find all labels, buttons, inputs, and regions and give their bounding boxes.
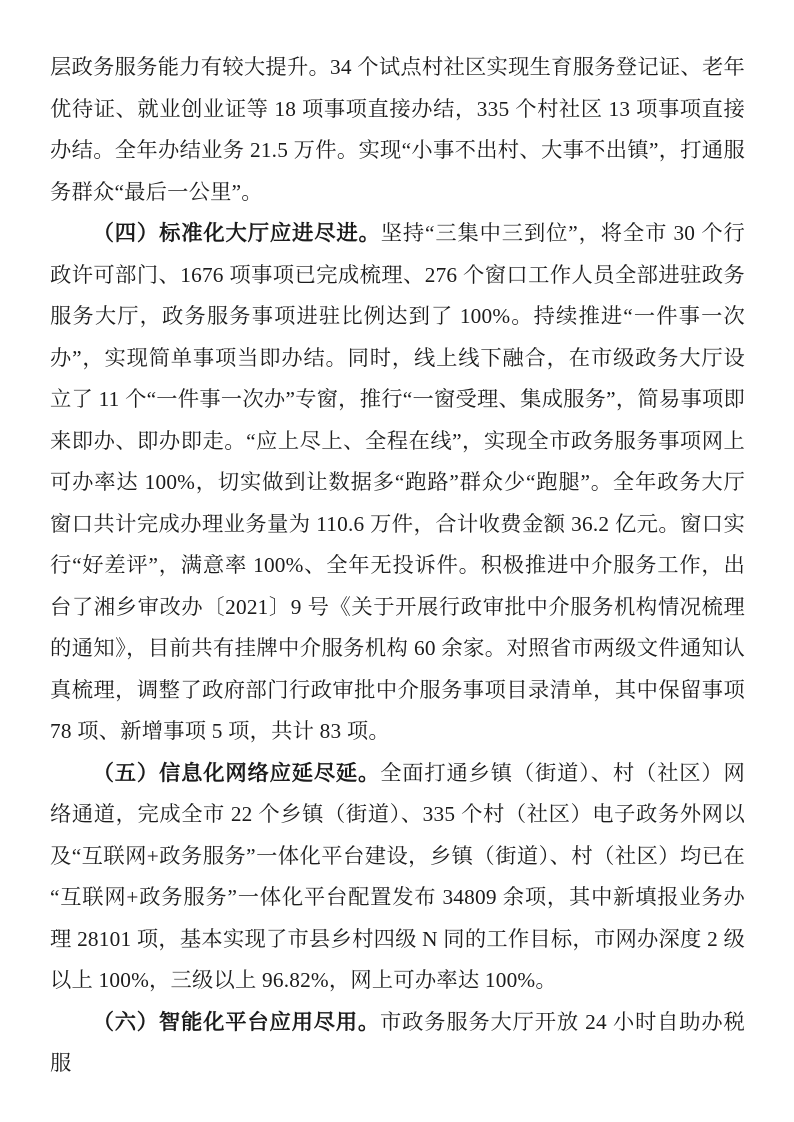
paragraph-section-5	[50, 753, 745, 1002]
paragraph-text: 层政务服务能力有较大提升。34 个试点村社区实现生育服务登记证、老年优待证、就业创业证等 18 项事项直接办结，335 个村社区 13 项事项直接办结。全年办结业务 21.5 万件。实现“小事不出村、大事不出镇”，打通服务群众“最后一公里”。	[50, 55, 745, 204]
section-heading-4: （四）标准化大厅应进尽进。	[92, 221, 381, 245]
paragraph-text: 全面打通乡镇（街道）、村（社区）网络通道，完成全市 22 个乡镇（街道）、335 个村（社区）电子政务外网以及“互联网+政务服务”一体化平台建设，乡镇（街道）、村（社区）均已在“互联网+政务服务”一体化平台配置发布 34809 余项，其中新填报业务办理 28101 项，基本实现了市县乡村四级 N 同的工作目标，市网办深度 2 级以上 100%，三级以上 96.82%，网上可办率达 100%。	[50, 760, 745, 992]
paragraph-section-4	[50, 213, 745, 753]
paragraph-text: 市政务服务大厅开放 24 小时自助办税服	[50, 1009, 746, 1075]
document-body-text	[50, 47, 745, 1085]
paragraph-text: 坚持“三集中三到位”，将全市 30 个行政许可部门、1676 项事项已完成梳理、276 个窗口工作人员全部进驻政务服务大厅，政务服务事项进驻比例达到了 100%。持续推进“一件事一次办”，实现简单事项当即办结。同时，线上线下融合，在市级政务大厅设立了 11 个“一件事一次办”专窗，推行“一窗受理、集成服务”，简易事项即来即办、即办即走。“应上尽上、全程在线”，实现全市政务服务事项网上可办率达 100%，切实做到让数据多“跑路”群众少“跑腿”。全年政务大厅窗口共计完成办理业务量为 110.6 万件，合计收费金额 36.2 亿元。窗口实行“好差评”，满意率 100%、全年无投诉件。积极推进中介服务工作，出台了湘乡审改办〔2021〕9 号《关于开展行政审批中介服务机构情况梳理的通知》，目前共有挂牌中介服务机构 60 余家。对照省市两级文件通知认真梳理，调整了政府部门行政审批中介服务事项目录清单，其中保留事项 78 项、新增事项 5 项，共计 83 项。	[50, 221, 745, 743]
section-heading-5: （五）信息化网络应延尽延。	[92, 760, 381, 785]
section-heading-6: （六）智能化平台应用尽用。	[92, 1009, 381, 1034]
paragraph-continuation	[50, 47, 745, 213]
paragraph-section-6	[50, 1002, 745, 1085]
